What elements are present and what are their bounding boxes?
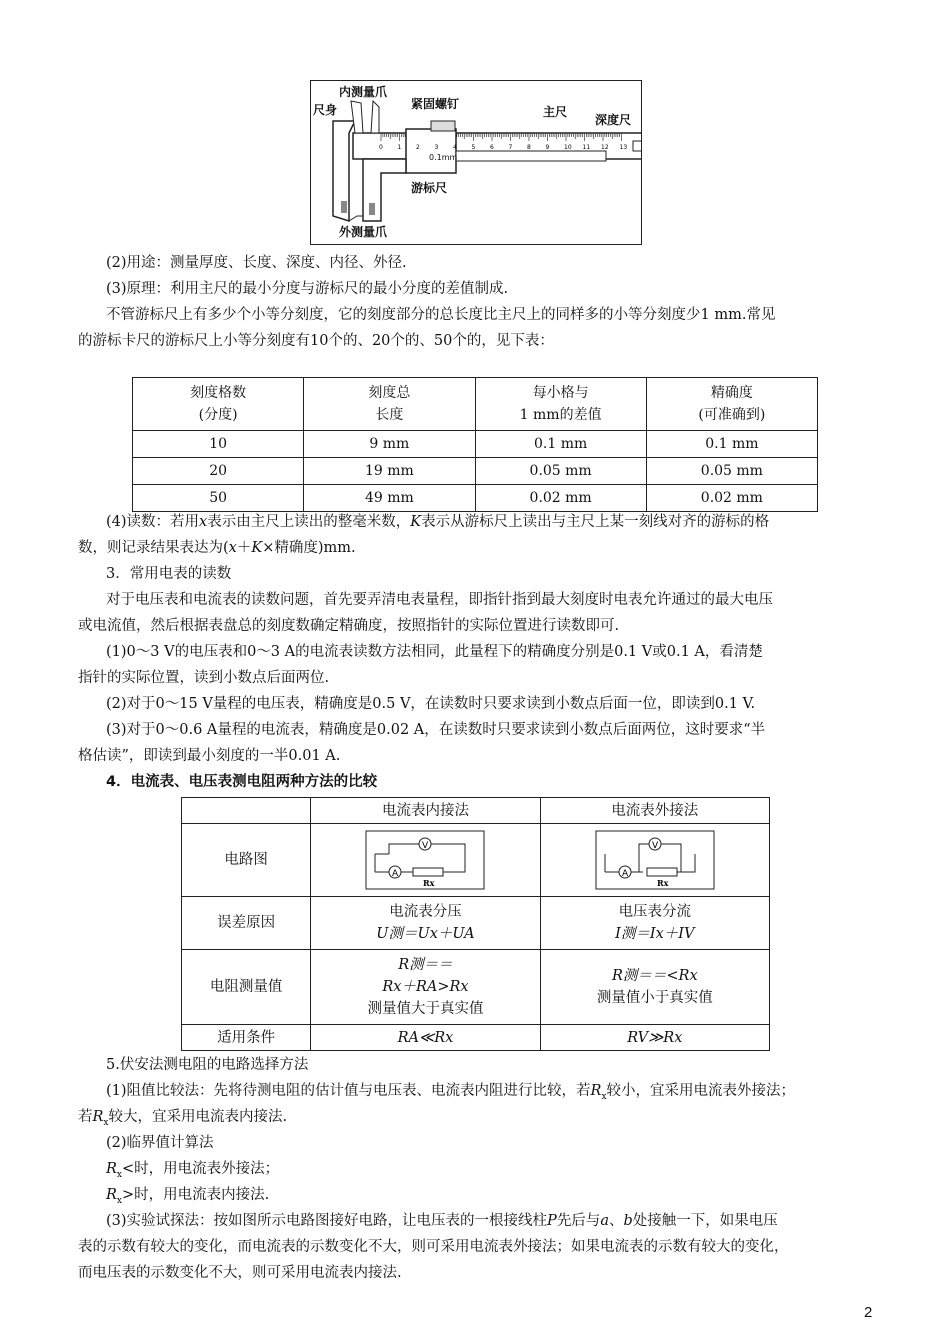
scale-number: 5 — [471, 144, 476, 151]
section-4-heading: 4．电流表、电压表测电阻两种方法的比较 — [106, 774, 378, 790]
cell — [182, 798, 311, 824]
para-trial-2: 表的示数有较大的变化，而电流表的示数变化不大，则可采用电流表外接法；如果电流表的示数有较大的变化， — [78, 1239, 789, 1255]
label-inner-jaw: 内测量爪 — [339, 85, 388, 99]
circuit-outer-diagram — [595, 830, 715, 890]
vernier-table — [132, 377, 818, 512]
row-value-label: 电阻测量值 — [182, 950, 311, 1025]
header-divisions: 刻度格数 (分度) — [133, 378, 304, 431]
scale-number: 6 — [490, 144, 494, 151]
label-screw: 紧固螺钉 — [411, 97, 460, 111]
label-outer-jaw: 外测量爪 — [339, 225, 388, 239]
table-row — [182, 897, 770, 950]
table-row — [182, 950, 770, 1025]
cell: 20 — [133, 458, 304, 485]
header-diff: 每小格与 1 mm的差值 — [475, 378, 646, 431]
cell: 50 — [133, 485, 304, 512]
scale-number: 10 — [564, 144, 572, 151]
error-inner: 电流表分压 U测＝Ux＋UA — [311, 897, 540, 950]
para-06a-2: 格估读”，即读到最小刻度的一半0.01 A. — [78, 748, 341, 764]
cell: 49 mm — [304, 485, 475, 512]
cond-inner: RA≪Rx — [311, 1025, 540, 1051]
para-vernier-2: 的游标卡尺的游标尺上小等分刻度有10个的、20个的、50个的，见下表： — [78, 333, 554, 349]
scale-number: 3 — [434, 144, 439, 151]
para-use: (2)用途：测量厚度、长度、深度、内径、外径. — [106, 255, 407, 271]
meter-v-symbol: V — [422, 841, 429, 851]
table-row — [133, 458, 818, 485]
header-inner: 电流表内接法 — [311, 798, 540, 824]
table-header-row — [133, 378, 818, 431]
meter-a-symbol: A — [621, 869, 628, 879]
cell: 19 mm — [304, 458, 475, 485]
para-reading-1: (4)读数：若用x表示由主尺上读出的整毫米数，K表示从游标尺上读出与主尺上某一刻线对齐的游标的格 — [106, 514, 770, 530]
para-meter-2: 或电流值，然后根据表盘总的刻度数确定精确度，按照指针的实际位置进行读数即可. — [78, 618, 620, 634]
value-outer: R测＝＝<Rx 测量值小于真实值 — [540, 950, 769, 1025]
scale-number: 2 — [416, 144, 420, 151]
para-3v-2: 指针的实际位置，读到小数点后面两位. — [78, 670, 330, 686]
label-body: 尺身 — [313, 103, 338, 117]
table-header-row — [182, 798, 770, 824]
para-06a-1: (3)对于0～0.6 A量程的电流表，精确度是0.02 A，在读数时只要求读到小数点后面两位，这时要求“半 — [106, 722, 766, 738]
header-outer: 电流表外接法 — [540, 798, 769, 824]
table-row — [182, 1025, 770, 1051]
label-depth-rod: 深度尺 — [595, 113, 632, 127]
cell: 0.1 mm — [475, 431, 646, 458]
para-ratio-2: 若$R_x$较大，宜采用电流表内接法. — [78, 1109, 288, 1128]
page-number: 2 — [864, 1304, 873, 1321]
table-row — [182, 824, 770, 897]
para-reading-2: 数，则记录结果表达为(x＋K×精确度)mm. — [78, 540, 356, 556]
resistor-label: Rx — [656, 878, 669, 888]
cell: 10 — [133, 431, 304, 458]
vernier-caliper-figure — [310, 80, 642, 245]
scale-number: 1 — [397, 144, 402, 151]
meter-v-symbol: V — [651, 841, 658, 851]
section-5-heading: 5.伏安法测电阻的电路选择方法 — [106, 1057, 309, 1073]
cell: 9 mm — [304, 431, 475, 458]
meter-a-symbol: A — [392, 869, 399, 879]
cell: 0.05 mm — [475, 458, 646, 485]
row-error-label: 误差原因 — [182, 897, 311, 950]
scale-number: 8 — [527, 144, 531, 151]
header-length: 刻度总 长度 — [304, 378, 475, 431]
para-meter-1: 对于电压表和电流表的读数问题，首先要弄清电表量程，即指针指到最大刻度时电表允许通过的最大电压 — [106, 592, 773, 608]
table-row — [133, 431, 818, 458]
comparison-table — [181, 797, 770, 1051]
scale-number: 11 — [582, 144, 591, 151]
label-precision: 0.1mm — [429, 153, 458, 162]
scale-number: 7 — [508, 144, 513, 151]
para-trial-3: 而电压表的示数变化不大，则可采用电流表内接法. — [78, 1265, 402, 1281]
para-critical: (2)临界值计算法 — [106, 1135, 214, 1151]
para-principle: (3)原理：利用主尺的最小分度与游标尺的最小分度的差值制成. — [106, 281, 509, 297]
scale-number: 12 — [601, 144, 609, 151]
cell: 0.05 mm — [646, 458, 817, 485]
para-critical-a: $R_x<$时，用电流表外接法； — [106, 1161, 280, 1180]
resistor-label: Rx — [423, 878, 435, 888]
para-15v: (2)对于0～15 V量程的电压表，精确度是0.5 V，在读数时只要求读到小数点后面一位，即读到0.1 V. — [106, 696, 756, 712]
scale-number: 13 — [619, 144, 628, 151]
scale-number: 4 — [453, 144, 457, 151]
para-ratio-1: (1)阻值比较法：先将待测电阻的估计值与电压表、电流表内阻进行比较，若$R_x$较小，宜采用电流表外接法； — [106, 1083, 796, 1102]
scale-number: 9 — [545, 144, 550, 151]
circuit-outer — [540, 824, 769, 897]
header-precision: 精确度 (可准确到) — [646, 378, 817, 431]
para-3v-1: (1)0～3 V的电压表和0～3 A的电流表读数方法相同，此量程下的精确度分别是0.1 V或0.1 A，看清楚 — [106, 644, 763, 660]
scale-number: 0 — [379, 144, 383, 151]
row-cond-label: 适用条件 — [182, 1025, 311, 1051]
error-outer: 电压表分流 I测＝Ix＋IV — [540, 897, 769, 950]
para-vernier-1: 不管游标尺上有多少个小等分刻度，它的刻度部分的总长度比主尺上的同样多的小等分刻度少1 mm.常见 — [106, 307, 776, 323]
circuit-inner-diagram — [365, 830, 485, 890]
row-circuit-label: 电路图 — [182, 824, 311, 897]
cell: 0.02 mm — [646, 485, 817, 512]
caliper-drawing — [311, 81, 641, 244]
para-critical-b: $R_x>$时，用电流表内接法. — [106, 1187, 270, 1206]
label-vernier: 游标尺 — [411, 181, 448, 195]
value-inner: R测＝＝ Rx＋RA>Rx 测量值大于真实值 — [311, 950, 540, 1025]
cell: 0.1 mm — [646, 431, 817, 458]
circuit-inner — [311, 824, 540, 897]
para-trial-1: (3)实验试探法：按如图所示电路图接好电路，让电压表的一根接线柱P先后与a、b处接触一下，如果电压 — [106, 1213, 778, 1229]
cond-outer: RV≫Rx — [540, 1025, 769, 1051]
cell: 0.02 mm — [475, 485, 646, 512]
table-row — [133, 485, 818, 512]
section-3-heading: 3．常用电表的读数 — [106, 566, 232, 582]
label-main-scale: 主尺 — [543, 105, 568, 119]
